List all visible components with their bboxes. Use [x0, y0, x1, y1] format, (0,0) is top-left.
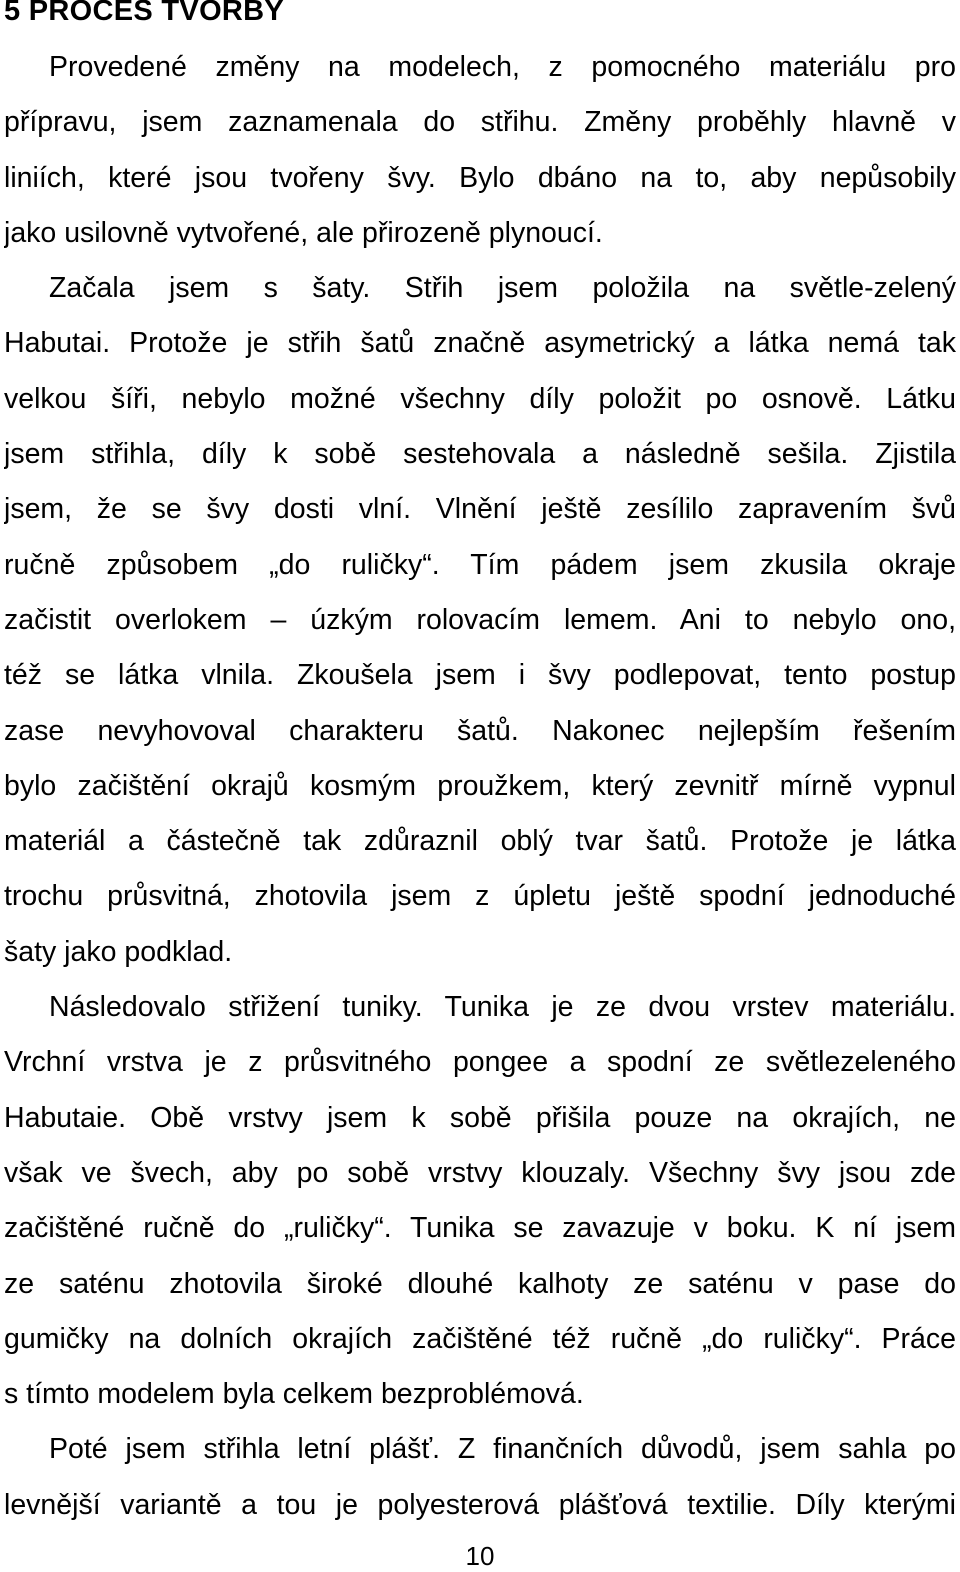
text-line: zase nevyhovoval charakteru šatů. Nakonec nejlepším řešením: [4, 714, 956, 747]
text-line: jako usilovně vytvořené, ale přirozeně plynoucí.: [4, 216, 603, 249]
text-line: ze saténu zhotovila široké dlouhé kalhoty ze saténu v pase do: [4, 1267, 956, 1300]
text-line: levnější variantě a tou je polyesterová plášťová textilie. Díly kterými: [4, 1488, 956, 1521]
text-line: trochu průsvitná, zhotovila jsem z úpletu ještě spodní jednoduché: [4, 880, 956, 913]
text-line: Začala jsem s šaty. Střih jsem položila na světle-zelený: [49, 272, 956, 305]
text-line: začištěné ručně do „ruličky“. Tunika se zavazuje v boku. K ní jsem: [4, 1212, 956, 1245]
text-line: Vrchní vrstva je z průsvitného pongee a spodní ze světlezeleného: [4, 1046, 956, 1079]
text-line: liniích, které jsou tvořeny švy. Bylo dbáno na to, aby nepůsobily: [4, 161, 956, 194]
body-text: [4, 40, 956, 1533]
text-line: však ve švech, aby po sobě vrstvy klouzaly. Všechny švy jsou zde: [4, 1156, 956, 1189]
text-line: jsem střihla, díly k sobě sestehovala a následně sešila. Zjistila: [4, 438, 956, 471]
text-line: Habutaie. Obě vrstvy jsem k sobě přišila pouze na okrajích, ne: [4, 1101, 956, 1134]
text-line: materiál a částečně tak zdůraznil oblý tvar šatů. Protože je látka: [4, 825, 956, 858]
text-line: ručně způsobem „do ruličky“. Tím pádem jsem zkusila okraje: [4, 548, 956, 581]
section-heading: 5 PROCES TVORBY: [4, 0, 285, 27]
text-line: přípravu, jsem zaznamenala do střihu. Změny proběhly hlavně v: [4, 106, 956, 139]
text-line: s tímto modelem byla celkem bezproblémová.: [4, 1378, 584, 1411]
page-number: 10: [465, 1541, 495, 1571]
text-line: Poté jsem střihla letní plášť. Z finančních důvodů, jsem sahla po: [49, 1433, 956, 1466]
text-line: Habutai. Protože je střih šatů značně asymetrický a látka nemá tak: [4, 327, 956, 360]
text-line: bylo začištění okrajů kosmým proužkem, který zevnitř mírně vypnul: [4, 769, 956, 802]
text-line: též se látka vlnila. Zkoušela jsem i švy podlepovat, tento postup: [4, 659, 956, 692]
text-line: velkou šíři, nebylo možné všechny díly položit po osnově. Látku: [4, 382, 956, 415]
text-line: Následovalo střižení tuniky. Tunika je ze dvou vrstev materiálu.: [49, 991, 956, 1024]
text-line: šaty jako podklad.: [4, 935, 233, 968]
text-line: Provedené změny na modelech, z pomocného materiálu pro: [49, 51, 956, 83]
text-line: začistit overlokem – úzkým rolovacím lemem. Ani to nebylo ono,: [4, 603, 956, 636]
text-line: jsem, že se švy dosti vlní. Vlnění ještě zesílilo zapravením švů: [4, 493, 956, 526]
text-line: gumičky na dolních okrajích začištěné též ručně „do ruličky“. Práce: [4, 1322, 956, 1355]
